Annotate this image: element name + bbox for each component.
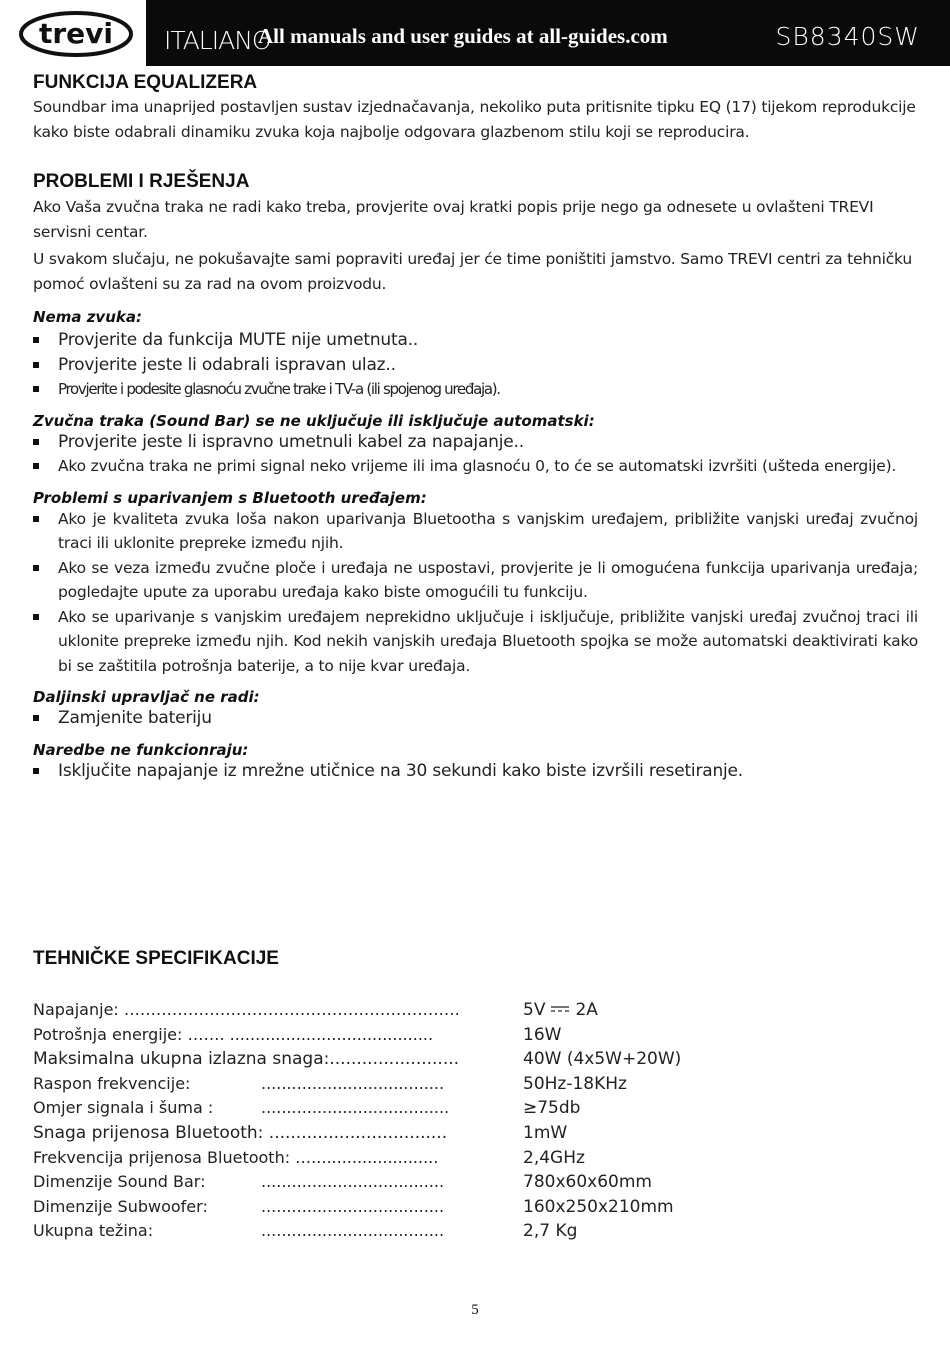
spec-dots: .................................... [261, 1221, 445, 1241]
model-number: SB8340SW [775, 22, 920, 51]
page-content [33, 68, 918, 783]
bullet-icon [33, 565, 39, 571]
list-item [33, 605, 918, 679]
eq-section-title: FUNKCIJA EQUALIZERA [33, 72, 258, 93]
spec-row-max-output [33, 1049, 733, 1074]
spec-value: 16W [523, 1024, 562, 1045]
spec-row-bt-frequency [33, 1148, 733, 1173]
bullet-icon [33, 337, 39, 343]
bullet-icon [33, 614, 39, 620]
spec-value: 2,7 Kg [523, 1221, 578, 1242]
spec-dots: .................................... [261, 1196, 445, 1216]
list-item-text: Provjerite jeste li ispravno umetnuli kabel za napajanje.. [58, 431, 524, 452]
section-heading: Daljinski upravljač ne radi: [33, 688, 260, 706]
logo-text: trevi [38, 17, 114, 50]
page-number: 5 [471, 1302, 479, 1318]
spec-dots: .................................... [261, 1172, 445, 1192]
spec-value: 40W (4x5W+20W) [523, 1049, 682, 1070]
banner-text: All manuals and user guides at all-guides.com [258, 24, 668, 48]
list-item [33, 507, 918, 556]
bullet-icon [33, 715, 39, 721]
list-item-text: Zamjenite bateriju [58, 708, 212, 728]
spec-label: Napajanje: ……………………………………………………… [33, 1000, 460, 1019]
spec-value-current: 2A [575, 1000, 598, 1020]
section-heading: Zvučna traka (Sound Bar) se ne uključuje ili isključuje automatski: [33, 411, 595, 430]
spec-row-snr [33, 1098, 733, 1123]
section-list [33, 328, 918, 402]
list-item-text: Provjerite jeste li odabrali ispravan ulaz.. [58, 354, 396, 375]
eq-section-text: Soundbar ima unaprijed postavljen sustav izjednačavanja, nekoliko puta pritisnite tipku EQ (17) tijekom reprodukcije kako biste odabrali dinamiku zvuka koja najbolje odgovara glazbenom stilu koji se reproducira. [33, 98, 916, 141]
list-item [33, 377, 918, 402]
list-item-text: Provjerite da funkcija MUTE nije umetnuta.. [58, 330, 419, 350]
list-item [33, 556, 918, 605]
spec-label: Snaga prijenosa Bluetooth: ................................. [33, 1122, 448, 1143]
language-label: ITALIANO [164, 26, 271, 55]
spec-row-soundbar-dimensions [33, 1172, 733, 1197]
troubleshooting-intro-1: Ako Vaša zvučna traka ne radi kako treba, provjerite ovaj kratki popis prije nego ga odnesete u ovlašteni TREVI servisni centar. [33, 198, 874, 241]
spec-label: Dimenzije Subwoofer: [33, 1196, 208, 1216]
trevi-logo [18, 10, 134, 58]
spec-row-frequency-range [33, 1074, 733, 1099]
list-item-text: Ako zvučna traka ne primi signal neko vrijeme ili ima glasnoću 0, to će se automatski izvršiti (ušteda energije). [58, 457, 897, 475]
spec-dots: ..................................... [261, 1098, 450, 1118]
section-heading: Naredbe ne funkcionraju: [33, 740, 249, 759]
list-item [33, 353, 918, 378]
spec-label: Ukupna težina: [33, 1221, 154, 1241]
spec-value: 160x250x210mm [523, 1196, 674, 1217]
section-list [33, 759, 918, 784]
section-list [33, 430, 918, 479]
list-item [33, 430, 918, 455]
section-list [33, 507, 918, 679]
bullet-icon [33, 386, 39, 392]
spec-value: 780x60x60mm [523, 1172, 652, 1193]
bullet-icon [33, 768, 39, 774]
spec-label: Dimenzije Sound Bar: [33, 1172, 206, 1192]
bullet-icon [33, 516, 39, 522]
list-item [33, 706, 918, 731]
list-item [33, 759, 918, 784]
spec-row-consumption [33, 1025, 733, 1050]
spec-value [523, 1000, 598, 1020]
specs-title: TEHNIČKE SPECIFIKACIJE [33, 948, 279, 969]
section-heading: Nema zvuka: [33, 308, 142, 326]
spec-label: Maksimalna ukupna izlazna snaga:........................ [33, 1049, 460, 1070]
spec-label: Potrošnja energije: ……. ........................................ [33, 1024, 434, 1044]
list-item-text: Ako se veza između zvučne ploče i uređaja ne uspostavi, provjerite je li omogućena funkcija uparivanja uređaja; pogledajte upute za uporabu uređaja kako biste omogućili tu funkciju. [58, 558, 918, 601]
spec-row-weight [33, 1221, 733, 1246]
section-list [33, 706, 918, 731]
spec-value: 50Hz-18KHz [523, 1073, 627, 1094]
page-header [0, 0, 950, 66]
bullet-icon [33, 463, 39, 469]
list-item-text: Ako se uparivanje s vanjskim uređajem neprekidno uključuje i isključuje, približite vanjski uređaj zvučnoj traci ili uklonite prepreke između njih. Kod nekih vanjskih uređaja Bluetooth spojka se može automatski deaktivirati kako bi se zaštitila potrošnja baterije, a to nije kvar uređaja. [58, 607, 918, 675]
list-item-text: Isključite napajanje iz mrežne utičnice na 30 sekundi kako biste izvršili resetiranje. [58, 760, 744, 781]
spec-label: Omjer signala i šuma : [33, 1098, 214, 1118]
spec-label: Frekvencija prijenosa Bluetooth: …......................... [33, 1147, 439, 1167]
spec-value: 1mW [523, 1122, 568, 1143]
spec-value-voltage: 5V [523, 1000, 546, 1020]
spec-row-power [33, 1000, 733, 1025]
list-item-text: Ako je kvaliteta zvuka loša nakon uparivanja Bluetootha s vanjskim uređajem, približite vanjski uređaj zvučnoj traci ili uklonite prepreke između njih. [58, 509, 918, 552]
spec-row-bt-power [33, 1123, 733, 1148]
header-bar [146, 0, 950, 66]
dc-current-icon [551, 1005, 569, 1013]
specs-table [33, 1000, 733, 1246]
spec-label: Raspon frekvencije: [33, 1073, 191, 1093]
spec-value: 2,4GHz [523, 1147, 585, 1168]
list-item [33, 454, 918, 479]
troubleshooting-intro-2: U svakom slučaju, ne pokušavajte sami popraviti uređaj jer će time poništiti jamstvo. Samo TREVI centri za tehničku pomoć ovlašteni su za rad na ovom proizvodu. [33, 250, 912, 293]
list-item [33, 328, 918, 353]
list-item-text: Provjerite i podesite glasnoću zvučne trake i TV-a (ili spojenog uređaja). [58, 380, 500, 398]
section-heading: Problemi s uparivanjem s Bluetooth uređajem: [33, 488, 427, 507]
bullet-icon [33, 439, 39, 445]
spec-value: ≥75db [523, 1098, 581, 1119]
troubleshooting-title: PROBLEMI I RJEŠENJA [33, 171, 250, 192]
spec-row-subwoofer-dimensions [33, 1197, 733, 1222]
spec-dots: .................................... [261, 1073, 445, 1093]
bullet-icon [33, 362, 39, 368]
